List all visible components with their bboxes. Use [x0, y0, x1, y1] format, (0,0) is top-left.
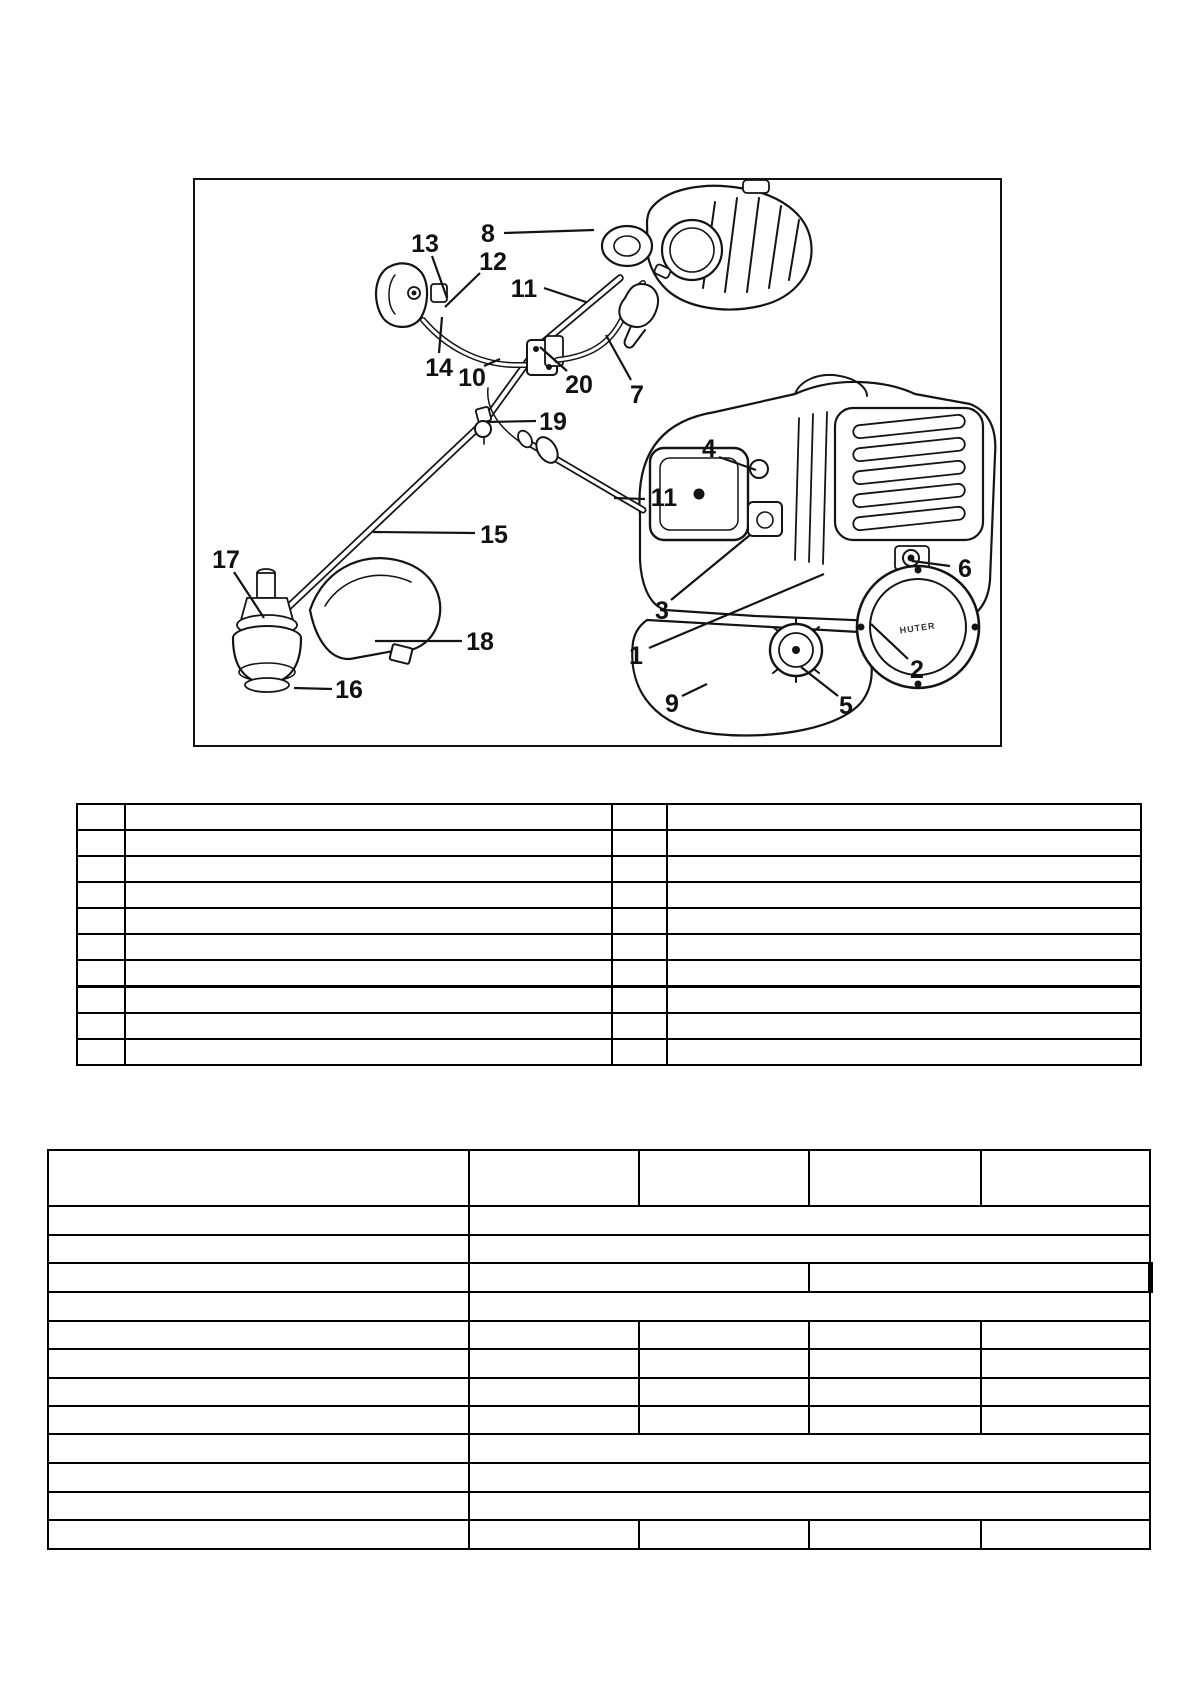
callout-leader-7	[606, 335, 631, 380]
specs-table-cell	[639, 1378, 809, 1406]
parts-table-cell	[612, 856, 667, 882]
parts-table-row-1	[77, 830, 1141, 856]
parts-table-cell	[667, 960, 1141, 986]
callout-label-19: 19	[539, 408, 567, 436]
parts-table-cell	[612, 882, 667, 908]
parts-table-cell	[125, 960, 612, 986]
specs-table-row-5	[48, 1321, 1150, 1349]
parts-table-cell	[77, 804, 125, 830]
parts-table-cell	[77, 1013, 125, 1039]
callout-label-4: 4	[702, 435, 716, 463]
parts-table-cell	[612, 804, 667, 830]
specs-table-cell	[469, 1206, 1150, 1235]
callout-leader-16	[294, 688, 332, 689]
callout-label-14: 14	[425, 354, 453, 382]
callout-leader-11	[614, 498, 645, 499]
specs-table-cell	[981, 1406, 1150, 1434]
parts-table-cell	[667, 908, 1141, 934]
callout-label-11: 11	[650, 484, 678, 512]
callout-label-15: 15	[480, 521, 508, 549]
specs-table-cell	[469, 1406, 639, 1434]
parts-table-row-6	[77, 960, 1141, 986]
specs-table-cell	[639, 1406, 809, 1434]
callout-label-12: 12	[479, 248, 507, 276]
parts-table-cell	[125, 1013, 612, 1039]
parts-table-cell	[667, 986, 1141, 1013]
parts-table-cell	[667, 856, 1141, 882]
specs-table-cell	[809, 1321, 981, 1349]
parts-table-cell	[125, 1039, 612, 1065]
callout-leader-15	[373, 532, 475, 533]
callout-label-20: 20	[565, 371, 593, 399]
parts-table-cell	[612, 908, 667, 934]
specs-table-cell	[48, 1263, 469, 1292]
callout-label-18: 18	[466, 628, 494, 656]
specs-table-cell	[469, 1463, 1150, 1492]
parts-table-cell	[612, 934, 667, 960]
parts-table-row-4	[77, 908, 1141, 934]
parts-table-row-0	[77, 804, 1141, 830]
parts-table-cell	[77, 986, 125, 1013]
callout-label-6: 6	[958, 555, 972, 583]
parts-table-cell	[77, 934, 125, 960]
specs-table-row-2	[48, 1235, 1150, 1263]
parts-table-cell	[612, 960, 667, 986]
callout-label-17: 17	[212, 546, 240, 574]
specs-table-row-8	[48, 1406, 1150, 1434]
engine-logo-text: HUTER	[899, 620, 937, 636]
specs-table-header-cell	[639, 1150, 809, 1206]
callout-label-7: 7	[630, 381, 644, 409]
specs-table-cell	[639, 1349, 809, 1378]
specs-table-row-10	[48, 1463, 1150, 1492]
parts-table-row-3	[77, 882, 1141, 908]
parts-table-cell	[77, 882, 125, 908]
callout-label-2: 2	[910, 656, 924, 684]
parts-table-row-2	[77, 856, 1141, 882]
parts-table-cell	[125, 882, 612, 908]
parts-table-cell	[77, 1039, 125, 1065]
callout-label-10: 10	[458, 364, 486, 392]
specs-table-row-6	[48, 1349, 1150, 1378]
parts-table-cell	[125, 830, 612, 856]
specs-table-header-cell	[809, 1150, 981, 1206]
callout-label-5: 5	[839, 692, 853, 720]
specs-table-cell	[48, 1492, 469, 1520]
specs-table-cell	[469, 1520, 639, 1549]
parts-table-cell	[612, 986, 667, 1013]
specs-table-cell	[639, 1520, 809, 1549]
parts-table-row-8	[77, 1013, 1141, 1039]
parts-table-cell	[77, 908, 125, 934]
specs-table-cell	[809, 1349, 981, 1378]
specs-table-header-cell	[48, 1150, 469, 1206]
callout-label-8: 8	[481, 220, 495, 248]
parts-table-cell	[125, 856, 612, 882]
specs-table-cell	[469, 1235, 1150, 1263]
specs-table-cell	[981, 1321, 1150, 1349]
specs-table-cell	[48, 1206, 469, 1235]
callout-label-13: 13	[411, 230, 439, 258]
hanger-clip	[475, 406, 492, 444]
parts-table-cell	[612, 830, 667, 856]
specs-table-cell	[981, 1349, 1150, 1378]
parts-table-cell	[612, 1039, 667, 1065]
specs-table-cell	[48, 1321, 469, 1349]
parts-table-cell	[667, 882, 1141, 908]
loop-grip	[376, 263, 447, 327]
specs-table-cell	[809, 1378, 981, 1406]
parts-table-cell	[125, 934, 612, 960]
specs-table-cell	[469, 1492, 1150, 1520]
specs-table-cell	[469, 1434, 1150, 1463]
parts-table-cell	[125, 986, 612, 1013]
parts-table-cell	[667, 1013, 1141, 1039]
specs-table-cell	[48, 1235, 469, 1263]
specs-table	[47, 1149, 1153, 1550]
parts-table-cell	[667, 804, 1141, 830]
specs-table-row-7	[48, 1378, 1150, 1406]
powerhead	[602, 180, 812, 348]
callout-leader-8	[504, 230, 594, 233]
parts-table-cell	[612, 1013, 667, 1039]
specs-table-row-1	[48, 1206, 1150, 1235]
parts-table-cell	[667, 830, 1141, 856]
shaft-stub	[488, 388, 643, 510]
callout-label-1: 1	[629, 642, 643, 670]
callout-label-9: 9	[665, 690, 679, 718]
specs-table-cell	[48, 1406, 469, 1434]
specs-table-row-0	[48, 1150, 1150, 1206]
callout-leader-11	[544, 288, 586, 302]
specs-table-cell	[469, 1321, 639, 1349]
specs-table-cell	[48, 1434, 469, 1463]
callout-label-3: 3	[655, 597, 669, 625]
brushcutter-diagram	[195, 180, 1000, 745]
specs-table-cell	[48, 1520, 469, 1549]
parts-table-row-5	[77, 934, 1141, 960]
blade-guard	[310, 558, 440, 664]
parts-table-cell	[125, 908, 612, 934]
specs-table-row-3	[48, 1263, 1150, 1292]
parts-table-cell	[125, 804, 612, 830]
parts-table-cell	[77, 960, 125, 986]
specs-table-row-11	[48, 1492, 1150, 1520]
specs-table-row-12	[48, 1520, 1150, 1549]
specs-table-cell	[809, 1263, 1150, 1292]
specs-table-cell	[469, 1349, 639, 1378]
specs-table-row-4	[48, 1292, 1150, 1321]
callout-leader-12	[445, 273, 480, 307]
parts-table	[76, 803, 1142, 1066]
callout-label-16: 16	[335, 676, 363, 704]
parts-table-cell	[667, 934, 1141, 960]
specs-table-cell	[981, 1378, 1150, 1406]
specs-table-cell	[48, 1349, 469, 1378]
specs-table-cell	[48, 1292, 469, 1321]
specs-table-cell	[469, 1378, 639, 1406]
specs-table-cell	[809, 1406, 981, 1434]
specs-table-cell	[48, 1378, 469, 1406]
callout-label-11: 11	[510, 275, 538, 303]
specs-table-cell	[469, 1292, 1150, 1321]
parts-table-row-7	[77, 986, 1141, 1013]
parts-table-cell	[77, 830, 125, 856]
parts-table-row-9	[77, 1039, 1141, 1065]
specs-table-header-cell	[981, 1150, 1150, 1206]
specs-table-cell	[809, 1520, 981, 1549]
specs-table-cell	[639, 1321, 809, 1349]
specs-table-cell	[981, 1520, 1150, 1549]
parts-table-cell	[77, 856, 125, 882]
specs-table-header-cell	[469, 1150, 639, 1206]
callout-leader-19	[486, 421, 536, 422]
diagram-frame	[193, 178, 1002, 747]
specs-table-cell	[48, 1463, 469, 1492]
specs-table-row-9	[48, 1434, 1150, 1463]
parts-table-cell	[667, 1039, 1141, 1065]
specs-table-cell	[469, 1263, 809, 1292]
callout-leader-14	[439, 317, 442, 353]
